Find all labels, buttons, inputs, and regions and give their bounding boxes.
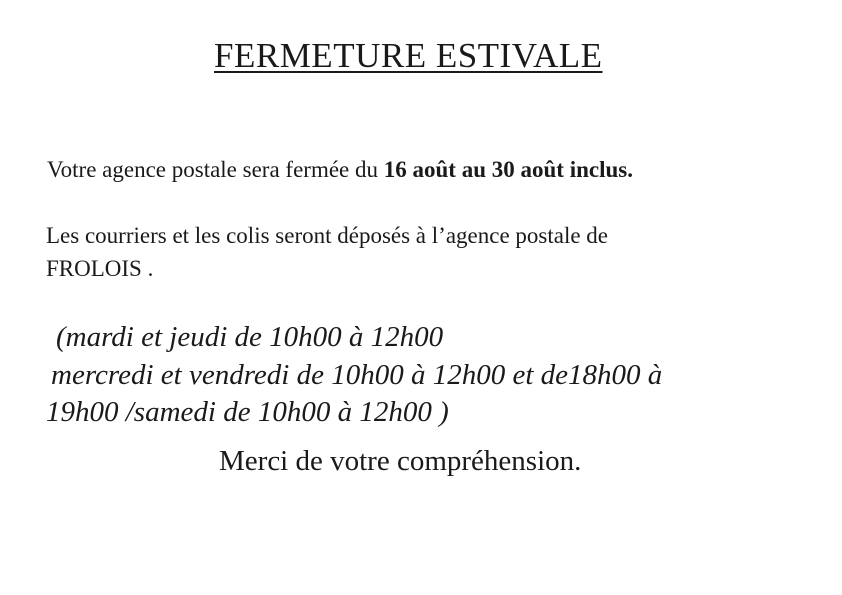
transfer-line-1: Les courriers et les colis seront déposés à l’agence postale de xyxy=(46,223,609,248)
hours-line-1: (mardi et jeudi de 10h00 à 12h00 xyxy=(56,321,444,353)
hours-line-2: mercredi et vendredi de 10h00 à 12h00 et de18h00 à xyxy=(51,359,663,391)
closure-dates: 16 août au 30 août inclus. xyxy=(383,157,633,182)
closure-paragraph xyxy=(47,156,633,184)
notice-title: FERMETURE ESTIVALE xyxy=(214,36,603,75)
hours-line-3: 19h00 /samedi de 10h00 à 12h00 ) xyxy=(46,396,449,428)
closure-intro: Votre agence postale sera fermée du xyxy=(47,157,384,182)
transfer-line-2: FROLOIS . xyxy=(46,256,154,281)
thanks-message: Merci de votre compréhension. xyxy=(219,445,582,477)
